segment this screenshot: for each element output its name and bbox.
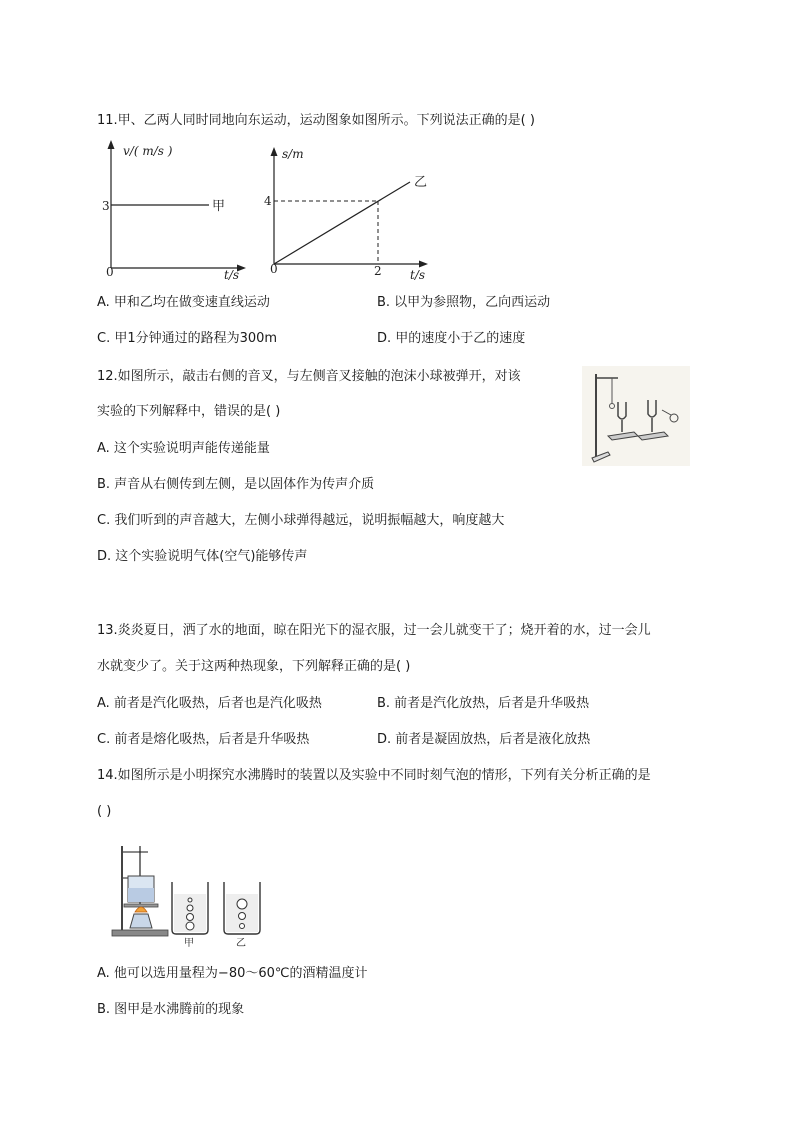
st-y-axis-label: s/m bbox=[282, 147, 304, 161]
vt-y-tick-3: 3 bbox=[102, 199, 110, 213]
q14-option-a[interactable]: A. 他可以选用量程为−80～60℃的酒精温度计 bbox=[97, 966, 368, 981]
q13-option-a[interactable]: A. 前者是汽化吸热，后者也是汽化吸热 bbox=[97, 696, 322, 711]
q11-st-graph bbox=[262, 140, 452, 280]
q13-option-b[interactable]: B. 前者是汽化放热，后者是升华吸热 bbox=[377, 696, 590, 711]
beaker-yi-label: 乙 bbox=[236, 938, 246, 949]
beaker-jia-label: 甲 bbox=[184, 938, 194, 949]
st-x-tick-2: 2 bbox=[374, 264, 382, 278]
q12-tuning-fork-figure bbox=[582, 366, 690, 466]
vt-y-arrow-icon bbox=[108, 140, 115, 149]
q14-stem-line1: 14.如图所示是小明探究水沸腾时的装置以及实验中不同时刻气泡的情形，下列有关分析正确的是 bbox=[97, 768, 651, 783]
q11-option-a[interactable]: A. 甲和乙均在做变速直线运动 bbox=[97, 295, 270, 310]
st-x-axis-label: t/s bbox=[410, 268, 426, 282]
q14-option-b[interactable]: B. 图甲是水沸腾前的现象 bbox=[97, 1002, 245, 1017]
q12-option-b[interactable]: B. 声音从右侧传到左侧，是以固体作为传声介质 bbox=[97, 477, 375, 492]
vt-jia-label: 甲 bbox=[212, 199, 226, 214]
vt-origin-label: 0 bbox=[106, 265, 114, 279]
q11-option-c[interactable]: C. 甲1分钟通过的路程为300m bbox=[97, 331, 278, 346]
q13-option-d[interactable]: D. 前者是凝固放热，后者是液化放热 bbox=[377, 732, 591, 747]
q12-stem-line2: 实验的下列解释中，错误的是( ) bbox=[97, 404, 281, 419]
q12-option-a[interactable]: A. 这个实验说明声能传递能量 bbox=[97, 441, 270, 456]
st-x-arrow-icon bbox=[419, 261, 428, 268]
q11-stem: 11.甲、乙两人同时同地向东运动，运动图象如图所示。下列说法正确的是( ) bbox=[97, 113, 535, 128]
flame-icon bbox=[135, 907, 147, 912]
q11-option-d[interactable]: D. 甲的速度小于乙的速度 bbox=[377, 331, 526, 346]
st-origin-label: 0 bbox=[270, 262, 278, 276]
q14-boiling-figure bbox=[108, 838, 278, 948]
st-y-tick-4: 4 bbox=[264, 194, 272, 208]
q14-stem-line2: ( ) bbox=[97, 804, 112, 819]
q13-stem-line1: 13.炎炎夏日，洒了水的地面，晾在阳光下的湿衣服，过一会儿就变干了；烧开着的水，过一会儿 bbox=[97, 623, 651, 638]
st-yi-label: 乙 bbox=[414, 175, 428, 190]
q12-option-d[interactable]: D. 这个实验说明气体(空气)能够传声 bbox=[97, 549, 308, 564]
vt-x-axis-label: t/s bbox=[224, 268, 240, 282]
st-y-arrow-icon bbox=[271, 147, 278, 156]
q13-stem-line2: 水就变少了。关于这两种热现象，下列解释正确的是( ) bbox=[97, 659, 411, 674]
q12-option-c[interactable]: C. 我们听到的声音越大，左侧小球弹得越远，说明振幅越大，响度越大 bbox=[97, 513, 505, 528]
alcohol-lamp-icon bbox=[130, 914, 152, 928]
q12-stem-line1: 12.如图所示，敲击右侧的音叉，与左侧音叉接触的泡沫小球被弹开，对该 bbox=[97, 369, 521, 384]
q11-option-b[interactable]: B. 以甲为参照物，乙向西运动 bbox=[377, 295, 551, 310]
q13-option-c[interactable]: C. 前者是熔化吸热，后者是升华吸热 bbox=[97, 732, 310, 747]
vt-y-axis-label: v/( m/s ) bbox=[123, 144, 173, 158]
st-yi-line bbox=[274, 182, 410, 264]
